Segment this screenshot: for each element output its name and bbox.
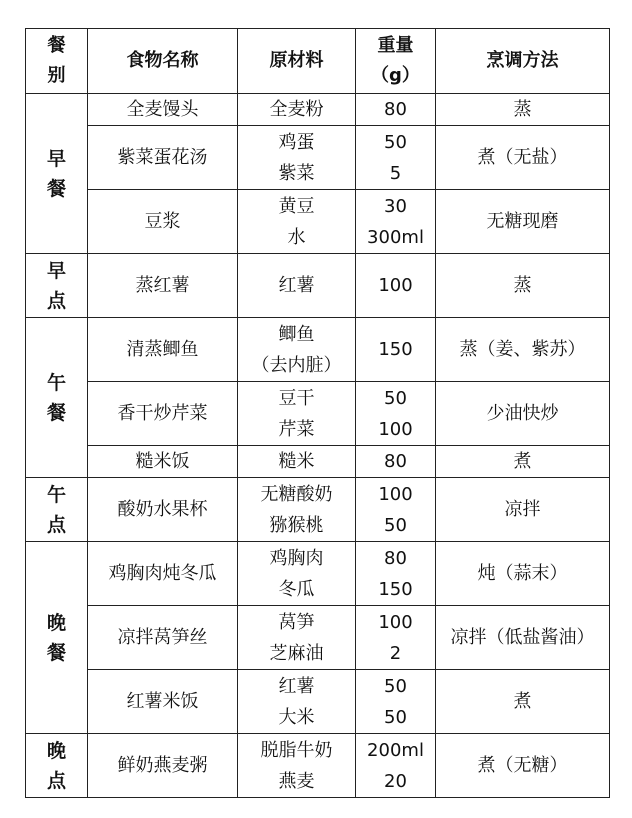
table-row — [26, 94, 610, 126]
meal-plan-table — [25, 28, 610, 798]
food-cell: 全麦馒头 — [88, 94, 238, 126]
method-cell: 煮 — [436, 446, 610, 478]
ingredient-cell: 鲫鱼 （去内脏） — [238, 318, 356, 382]
header-row — [26, 29, 610, 94]
method-cell: 煮 — [436, 670, 610, 734]
food-cell: 蒸红薯 — [88, 254, 238, 318]
weight-cell: 30 300ml — [356, 190, 436, 254]
food-cell: 清蒸鲫鱼 — [88, 318, 238, 382]
meal-cell-evening-snack: 晚 点 — [26, 734, 88, 798]
meal-cell-lunch: 午 餐 — [26, 318, 88, 478]
weight-cell: 80 150 — [356, 542, 436, 606]
food-cell: 酸奶水果杯 — [88, 478, 238, 542]
ingredient-cell: 莴笋 芝麻油 — [238, 606, 356, 670]
meal-cell-dinner: 晚 餐 — [26, 542, 88, 734]
table-row — [26, 382, 610, 446]
weight-cell: 50 50 — [356, 670, 436, 734]
ingredient-cell: 无糖酸奶 猕猴桃 — [238, 478, 356, 542]
method-cell: 蒸 — [436, 254, 610, 318]
table-row — [26, 254, 610, 318]
method-cell: 凉拌 — [436, 478, 610, 542]
method-cell: 少油快炒 — [436, 382, 610, 446]
food-cell: 鲜奶燕麦粥 — [88, 734, 238, 798]
weight-cell: 100 — [356, 254, 436, 318]
food-cell: 糙米饭 — [88, 446, 238, 478]
ingredient-cell: 红薯 大米 — [238, 670, 356, 734]
header-weight: 重量 （g） — [356, 29, 436, 94]
meal-cell-afternoon-snack: 午 点 — [26, 478, 88, 542]
meal-cell-breakfast: 早 餐 — [26, 94, 88, 254]
table-row — [26, 318, 610, 382]
method-cell: 煮（无盐） — [436, 126, 610, 190]
food-cell: 紫菜蛋花汤 — [88, 126, 238, 190]
food-cell: 香干炒芹菜 — [88, 382, 238, 446]
weight-cell: 100 2 — [356, 606, 436, 670]
weight-cell: 150 — [356, 318, 436, 382]
table-row — [26, 446, 610, 478]
table-row — [26, 190, 610, 254]
method-cell: 煮（无糖） — [436, 734, 610, 798]
ingredient-cell: 糙米 — [238, 446, 356, 478]
ingredient-cell: 豆干 芹菜 — [238, 382, 356, 446]
ingredient-cell: 黄豆 水 — [238, 190, 356, 254]
header-ingredient: 原材料 — [238, 29, 356, 94]
food-cell: 鸡胸肉炖冬瓜 — [88, 542, 238, 606]
ingredient-cell: 鸡胸肉 冬瓜 — [238, 542, 356, 606]
ingredient-cell: 脱脂牛奶 燕麦 — [238, 734, 356, 798]
table-row — [26, 126, 610, 190]
table-row — [26, 478, 610, 542]
weight-cell: 80 — [356, 446, 436, 478]
weight-cell: 80 — [356, 94, 436, 126]
food-cell: 豆浆 — [88, 190, 238, 254]
table-row — [26, 734, 610, 798]
ingredient-cell: 红薯 — [238, 254, 356, 318]
table-row — [26, 670, 610, 734]
header-food: 食物名称 — [88, 29, 238, 94]
method-cell: 蒸（姜、紫苏） — [436, 318, 610, 382]
weight-cell: 50 100 — [356, 382, 436, 446]
weight-cell: 50 5 — [356, 126, 436, 190]
method-cell: 凉拌（低盐酱油） — [436, 606, 610, 670]
ingredient-cell: 鸡蛋 紫菜 — [238, 126, 356, 190]
weight-cell: 100 50 — [356, 478, 436, 542]
food-cell: 红薯米饭 — [88, 670, 238, 734]
weight-cell: 200ml 20 — [356, 734, 436, 798]
food-cell: 凉拌莴笋丝 — [88, 606, 238, 670]
method-cell: 蒸 — [436, 94, 610, 126]
method-cell: 炖（蒜末） — [436, 542, 610, 606]
ingredient-cell: 全麦粉 — [238, 94, 356, 126]
method-cell: 无糖现磨 — [436, 190, 610, 254]
table-row — [26, 542, 610, 606]
header-meal: 餐 别 — [26, 29, 88, 94]
header-method: 烹调方法 — [436, 29, 610, 94]
table-row — [26, 606, 610, 670]
meal-cell-morning-snack: 早 点 — [26, 254, 88, 318]
